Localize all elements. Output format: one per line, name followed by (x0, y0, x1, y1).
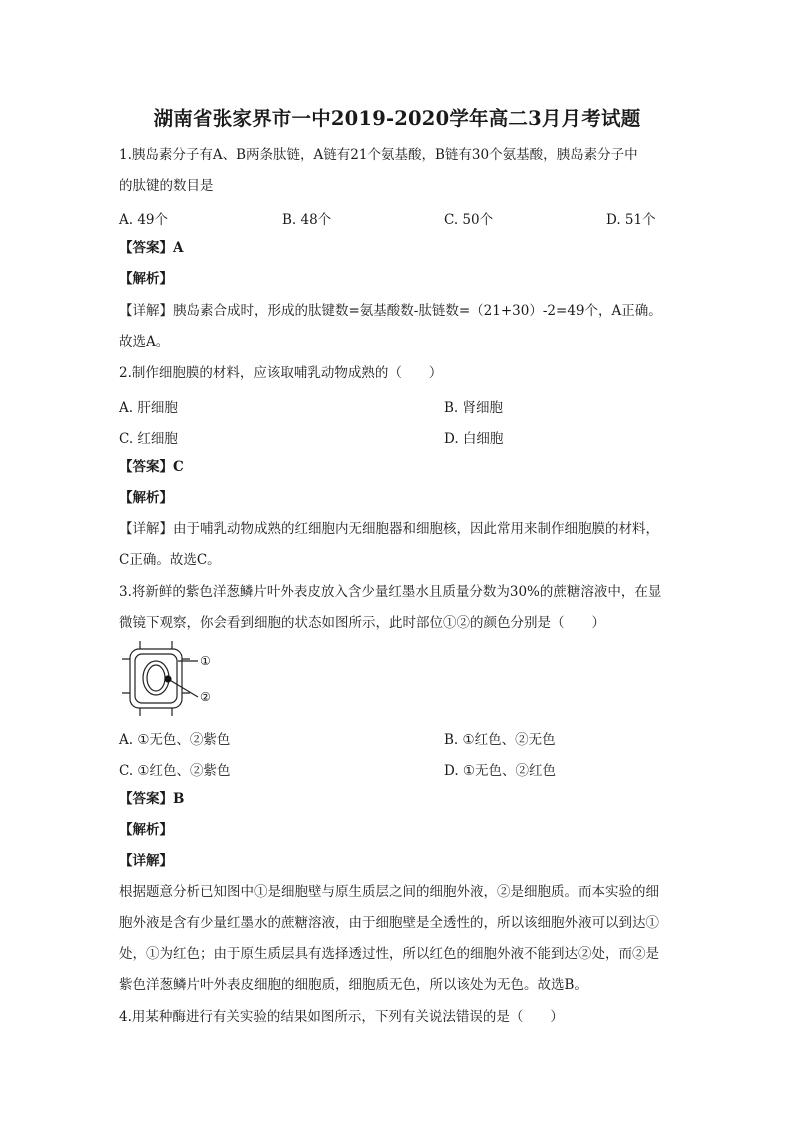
q2-option-b: B. 肾细胞 (444, 400, 504, 416)
q3-detail-line4: 紫色洋葱鳞片叶外表皮细胞的细胞质，细胞质无色，所以该处为无色。故选B。 (119, 977, 588, 993)
q3-analysis-label: 【解析】 (119, 822, 173, 838)
figure-label-2: ② (200, 690, 211, 704)
vacuole-outline (147, 665, 165, 691)
plasmolysis-cell-figure (122, 641, 222, 716)
q1-option-b: B. 48个 (282, 212, 332, 228)
q2-analysis-label: 【解析】 (119, 490, 173, 506)
q1-analysis-label: 【解析】 (119, 271, 173, 287)
q4-stem: 4.用某种酶进行有关实验的结果如图所示，下列有关说法错误的是（ ） (119, 1009, 564, 1025)
q1-option-c: C. 50个 (444, 212, 494, 228)
leader-line-2 (168, 679, 198, 697)
q2-detail-line2: C正确。故选C。 (119, 552, 221, 568)
q3-detail-line2: 胞外液是含有少量红墨水的蔗糖溶液，由于细胞壁是全透性的，所以该细胞外液可以到达① (119, 915, 659, 931)
nucleus (164, 675, 171, 682)
q3-answer: 【答案】B (119, 791, 185, 807)
q3-option-c: C. ①红色、②紫色 (119, 763, 231, 779)
q1-detail-line1: 【详解】胰岛素合成时，形成的肽键数=氨基酸数-肽链数=（21+30）-2=49个，A正确。 (119, 303, 662, 319)
q3-option-b: B. ①红色、②无色 (444, 732, 556, 748)
q2-option-a: A. 肝细胞 (119, 400, 178, 416)
q3-stem-line1: 3.将新鲜的紫色洋葱鳞片叶外表皮放入含少量红墨水且质量分数为30%的蔗糖溶液中，在显 (119, 584, 662, 600)
q2-option-d: D. 白细胞 (444, 431, 504, 447)
q1-stem-line2: 的肽键的数目是 (119, 178, 214, 194)
q1-detail-line2: 故选A。 (119, 334, 170, 350)
q2-option-c: C. 红细胞 (119, 431, 178, 447)
q3-option-d: D. ①无色、②红色 (444, 763, 557, 779)
q3-detail-label: 【详解】 (119, 853, 173, 869)
q3-detail-line3: 处，①为红色；由于原生质层具有选择透过性，所以红色的细胞外液不能到达②处，而②是 (119, 946, 659, 962)
q2-stem: 2.制作细胞膜的材料，应该取哺乳动物成熟的（ ） (119, 365, 443, 381)
q3-detail-line1: 根据题意分析已知图中①是细胞壁与原生质层之间的细胞外液，②是细胞质。而本实验的细 (119, 884, 659, 900)
q1-option-d: D. 51个 (606, 212, 656, 228)
q3-stem-line2: 微镜下观察，你会看到细胞的状态如图所示，此时部位①②的颜色分别是（ ） (119, 615, 605, 631)
q3-option-a: A. ①无色、②紫色 (119, 732, 231, 748)
figure-label-1: ① (200, 654, 211, 668)
q1-answer: 【答案】A (119, 240, 184, 256)
page-title: 湖南省张家界市一中2019-2020学年高二3月月考试题 (153, 107, 641, 130)
q2-detail-line1: 【详解】由于哺乳动物成熟的红细胞内无细胞器和细胞核，因此常用来制作细胞膜的材料， (119, 521, 659, 537)
cell-wall-outer (130, 649, 182, 708)
q1-stem-line1: 1.胰岛素分子有A、B两条肽链，A链有21个氨基酸，B链有30个氨基酸，胰岛素分子中 (119, 147, 638, 163)
q1-option-a: A. 49个 (119, 212, 169, 228)
q2-answer: 【答案】C (119, 459, 184, 475)
